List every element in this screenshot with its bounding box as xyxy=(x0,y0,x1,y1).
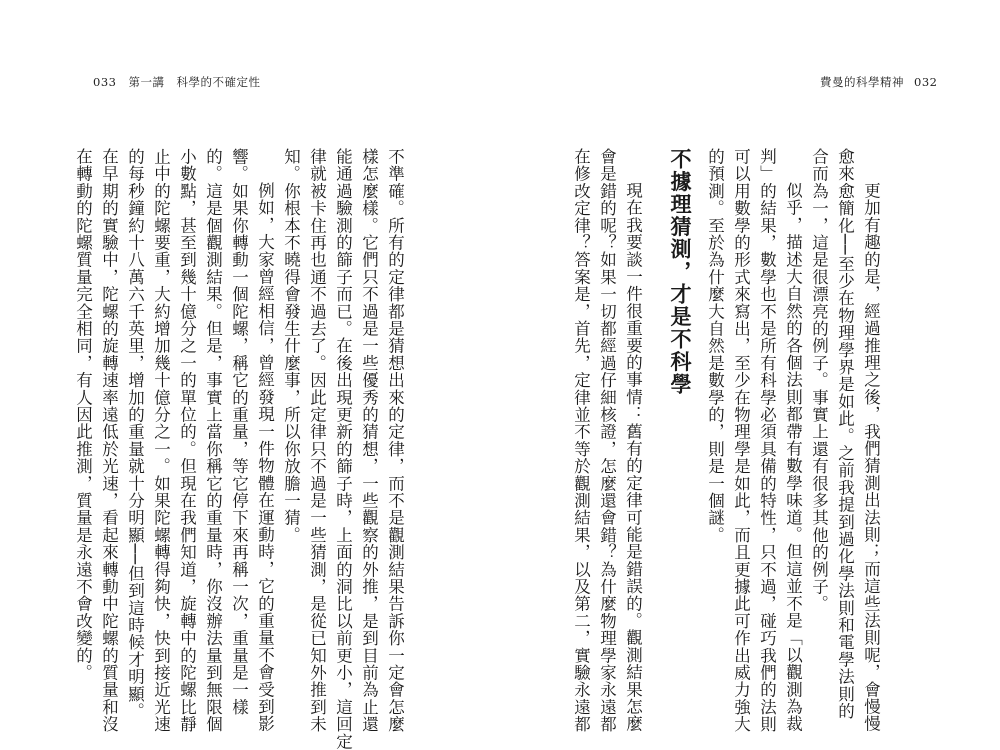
text-column: 現在我要談一件很重要的事情：舊有的定律可能是錯誤的。觀測結果怎麼 xyxy=(623,182,643,733)
book-title: 費曼的科學精神 xyxy=(820,75,904,89)
running-header-right xyxy=(820,74,937,90)
page-number-left: 033 xyxy=(93,75,117,89)
text-column: 合而為一，這是很漂亮的例子。事實上還有很多其他的例子。 xyxy=(809,148,829,613)
text-column: 的。這是個觀測結果。但是，事實上當你稱它的重量時，你沒辦法量到無限個 xyxy=(203,148,223,733)
section-heading: 不據理猜測，才是不科學 xyxy=(668,148,692,396)
text-column: 小數點，甚至到幾十億分之一的單位的。但現在我們知道，旋轉中的陀螺比靜 xyxy=(177,148,197,733)
text-column: 的每秒鐘約十八萬六千英里，增加的重量就十分明顯──但到這時候才明顯。 xyxy=(125,148,145,720)
text-column: 的預測。至於為什麼大自然是數學的，則是一個謎。 xyxy=(705,148,725,544)
text-column: 知。你根本不曉得會發生什麼事，所以你放膽一猜。 xyxy=(281,148,301,544)
text-column: 響。如果你轉動一個陀螺，稱它的重量，等它停下來再稱一次，重量是一樣 xyxy=(229,148,249,716)
text-column: 判」的結果，數學也不是所有科學必須具備的特性，只不過，碰巧我們的法則 xyxy=(757,148,777,733)
text-column: 在早期的實驗中，陀螺的旋轉速率遠低於光速，看起來轉動中陀螺的質量和沒 xyxy=(99,148,119,733)
page-number-right: 032 xyxy=(914,75,938,89)
text-column: 止中的陀螺要重，大約增加幾十億分之一。如果陀螺轉得夠快，快到接近光速 xyxy=(151,148,171,733)
text-column: 在轉動的陀螺質量完全相同，有人因此推測，質量是永遠不會改變的。 xyxy=(73,148,93,682)
text-column: 會是錯的呢？如果一切都經過仔細核證，怎麼還會錯？為什麼物理學家永遠都 xyxy=(597,148,617,733)
running-header-left xyxy=(93,74,260,90)
text-column: 樣怎麼樣。它們只不過是一些優秀的猜想，一些觀察的外推，是到目前為止還 xyxy=(359,148,379,733)
text-column: 不準確。所有的定律都是猜想出來的定律，而不是觀測結果告訴你一定會怎麼 xyxy=(385,148,405,733)
text-column: 更加有趣的是，經過推理之後，我們猜測出法則；而這些法則呢，會慢慢 xyxy=(861,182,881,733)
text-column: 在修改定律？答案是，首先，定律並不等於觀測結果，以及第二，實驗永遠都 xyxy=(571,148,591,733)
text-column: 能通過驗測的篩子而已。在後出現更新的篩子時，上面的洞比以前更小，這回定 xyxy=(333,148,353,750)
chapter-title: 第一講 科學的不確定性 xyxy=(128,75,261,89)
text-column: 愈來愈簡化──至少在物理學界是如此。之前我提到過化學法則和電學法則的 xyxy=(835,148,855,720)
text-column: 似乎，描述大自然的各個法則都帶有數學味道。但這並不是「以觀測為裁 xyxy=(783,182,803,733)
text-column: 律就被卡住再也通不過去了。因此定律只不過是一些猜測，是從已知外推到未 xyxy=(307,148,327,733)
text-column: 例如，大家曾經相信，曾經發現一件物體在運動時，它的重量不會受到影 xyxy=(255,182,275,733)
text-column: 可以用數學的形式來寫出，至少在物理學是如此，而且更據此可作出威力強大 xyxy=(731,148,751,733)
